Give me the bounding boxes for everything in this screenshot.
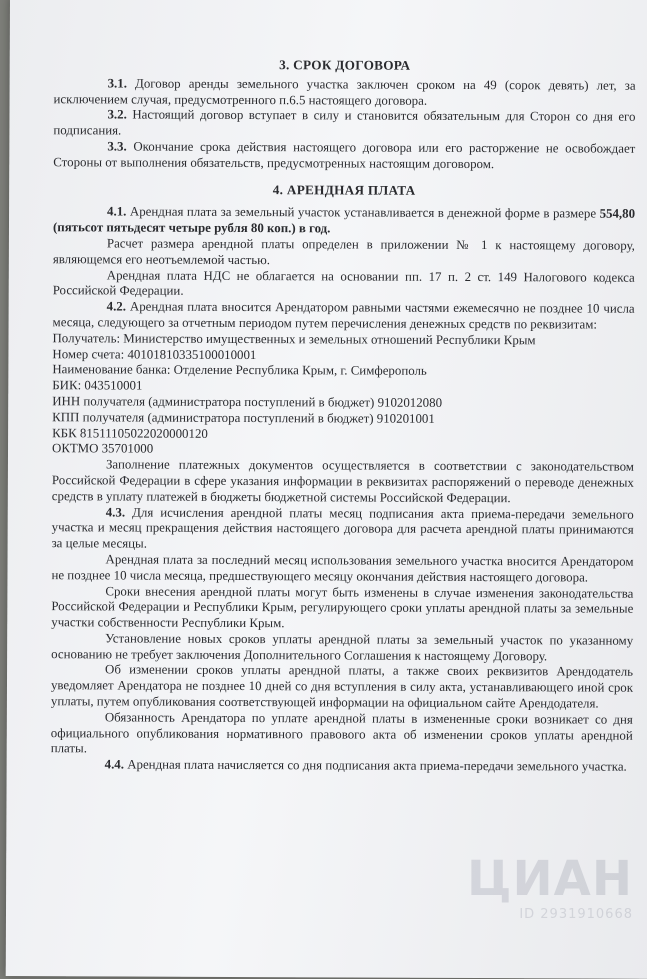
document-page xyxy=(6,0,647,979)
requisite-account: Номер счета: 40101810335100010001 xyxy=(52,346,257,362)
clause-4-2 xyxy=(53,299,635,333)
clause-3-3 xyxy=(53,139,635,173)
rent-amount: 554,80 (пятьсот пятьдесят четыре рубля 80 коп.) в год. xyxy=(52,206,636,236)
clause-4-1-vat: Арендная плата НДС не облагается на основании пп. 17 п. 2 ст. 149 Налогового кодекса Российской Федерации. xyxy=(52,267,635,299)
clause-4-3-new-terms: Установление новых сроков уплаты арендной платы за земельный участок по указанному основанию не требует заключения Дополнительного Соглашения к настоящему Договору. xyxy=(51,631,634,664)
requisite-bank: Наименование банка: Отделение Республика Крым, г. Симферополь xyxy=(52,362,427,379)
requisite-oktmo: ОКТМО 35701000 xyxy=(51,441,154,456)
clause-4-4 xyxy=(51,757,633,775)
clause-text: Арендная плата вносится Арендатором равными частями ежемесячно не позднее 10 числа месяца, следующего за отчетным периодом путем перечисления денежных средств по реквизитам: xyxy=(52,299,635,332)
clause-number: 4.3. xyxy=(105,504,126,520)
clause-text: Договор аренды земельного участка заключен сроком на 49 (сорок девять) лет, за исключением случая, предусмотренного п.6.5 настоящего договора. xyxy=(53,76,636,108)
clause-number: 3.3. xyxy=(107,139,127,154)
section-3-title: 3. СРОК ДОГОВОРА xyxy=(279,57,411,73)
clause-4-3-last-month: Арендная плата за последний месяц использования земельного участка вносится Арендатором не позднее 10 числа месяца, предшествующего месяцу окончания действия настоящего договора. xyxy=(51,552,634,585)
clause-number: 4.1. xyxy=(107,204,127,219)
clause-4-3-obligation: Обязанность Арендатора по уплате арендной платы в измененные сроки возникает со дня официального опубликования нормативного правового акта об изменении сроков уплаты арендной платы. xyxy=(50,710,633,756)
clause-3-2 xyxy=(53,108,635,142)
requisite-recipient: Получатель: Министерство имущественных и земельных отношений Республики Крым xyxy=(52,330,536,348)
requisite-bik: БИК: 043510001 xyxy=(52,378,143,393)
clause-text: Окончание срока действия настоящего договора или его расторжение не освобождает Стороны от выполнения обязательств, предусмотренных настоящим договором. xyxy=(53,139,636,171)
requisite-kbk: КБК 81511105022020000120 xyxy=(52,425,208,441)
requisite-inn: ИНН получателя (администратора поступлений в бюджет) 9102012080 xyxy=(52,394,443,410)
section-4-title: 4. АРЕНДНАЯ ПЛАТА xyxy=(272,181,416,198)
document-content xyxy=(51,48,636,776)
clause-number: 3.1. xyxy=(107,76,127,91)
clause-number: 4.4. xyxy=(104,757,125,772)
clause-3-1 xyxy=(54,76,636,110)
clause-4-3-notification: Об изменении сроков уплаты арендной платы, а также своих реквизитов Арендодатель уведомляет Арендатора не позднее 10 дней со дня вступления в силу акта, устанавливающего иной срок уплаты, путем опубликования соответствующей информации на официальном сайте Арендодателя. xyxy=(50,662,634,711)
clause-text: Настоящий договор вступает в силу и становится обязательным для Сторон со дня его подписания. xyxy=(53,107,636,138)
clause-4-3 xyxy=(52,505,634,555)
clause-number: 4.2. xyxy=(106,299,127,314)
watermark-logo: ЦИАН xyxy=(466,851,633,907)
clause-text: Арендная плата за земельный участок устанавливается в денежной форме в размере xyxy=(129,204,597,221)
clause-4-1-calculation: Расчет размера арендной платы определен в приложении № 1 к настоящему договору, являющемся его неотъемлемой частью. xyxy=(52,236,635,267)
clause-text: Арендная плата начисляется со дня подписания акта приема-передачи земельного участка. xyxy=(127,757,627,774)
clause-number: 3.2. xyxy=(107,107,127,122)
clause-4-1 xyxy=(53,205,635,239)
clause-4-2-payment-docs: Заполнение платежных документов осуществляется в соответствии с законодательством Российской Федерации в сфере указания информации в реквизитах распоряжений о переводе денежных средств в уплату платежей в бюджеты бюджетной системы Российской Федерации. xyxy=(51,457,634,505)
watermark-id: ID 2931910668 xyxy=(519,907,633,922)
clause-4-3-change-terms: Сроки внесения арендной платы могут быть изменены в случае изменения законодательства Российской Федерации и Республики Крым, регулирующего сроки уплаты арендной платы за земельные участки собственности Республики Крым. xyxy=(51,583,634,631)
clause-text: Для исчисления арендной платы месяц подписания акта приема-передачи земельного участка и месяц прекращения действия настоящего договора для расчета арендной платы принимаются за целые месяцы. xyxy=(51,505,634,551)
requisite-kpp: КПП получателя (администратора поступлений в бюджет) 910201001 xyxy=(52,409,435,426)
